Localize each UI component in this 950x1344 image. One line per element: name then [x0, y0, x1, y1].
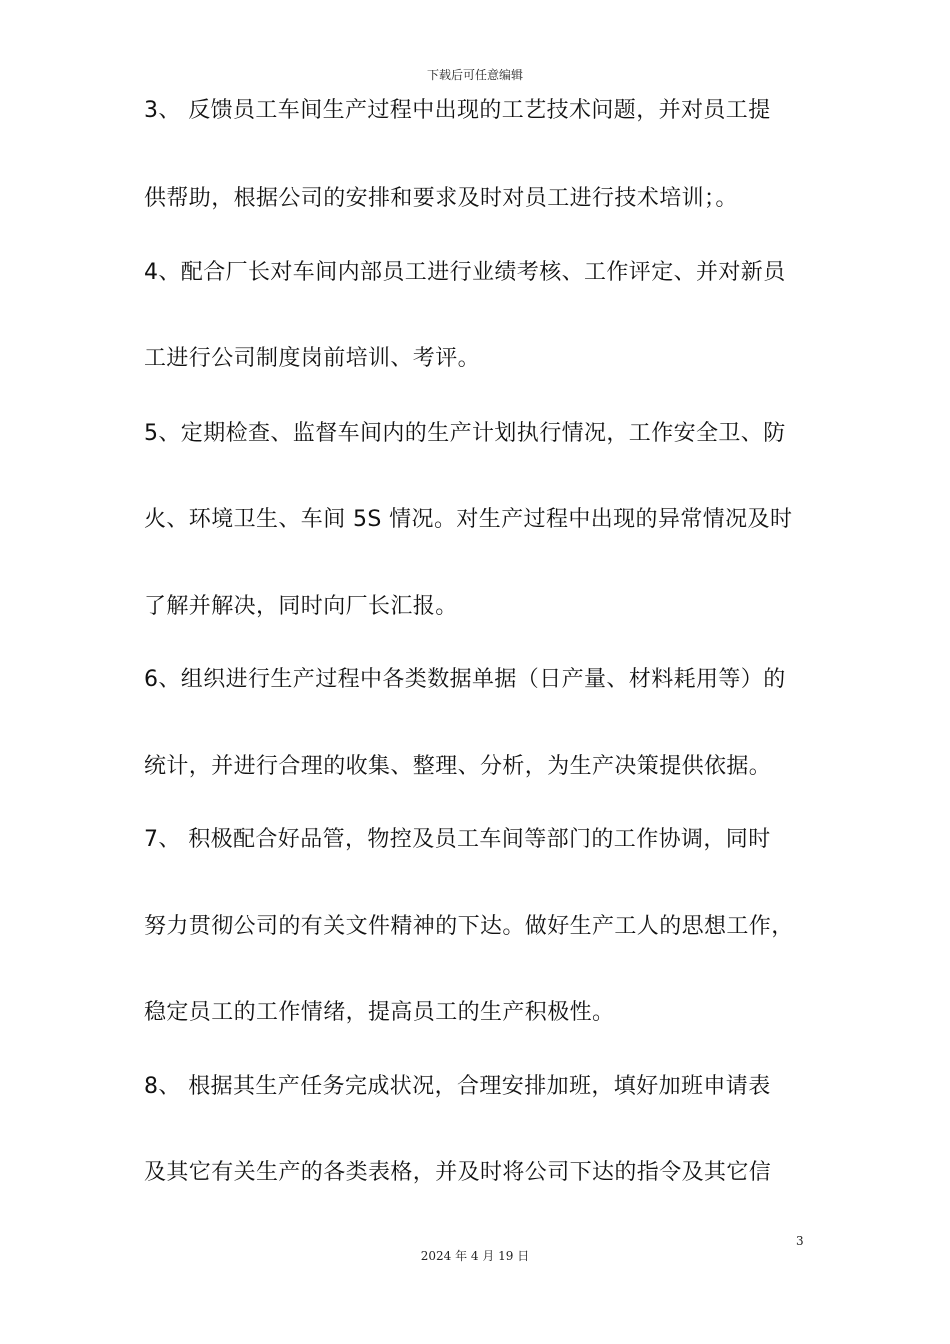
body-line: 稳定员工的工作情绪，提高员工的生产积极性。 [144, 1000, 615, 1025]
footer-date: 2024 年 4 月 19 日 [420, 1249, 530, 1263]
page-header: 下载后可任意编辑 [426, 68, 523, 82]
body-line: 8、 根据其生产任务完成状况，合理安排加班，填好加班申请表 [144, 1074, 771, 1099]
body-line: 工进行公司制度岗前培训、考评。 [144, 346, 481, 371]
page-number: 3 [796, 1234, 804, 1248]
body-line: 及其它有关生产的各类表格，并及时将公司下达的指令及其它信 [144, 1160, 772, 1185]
body-line: 5、定期检查、监督车间内的生产计划执行情况，工作安全卫、防 [144, 421, 786, 446]
body-line: 了解并解决，同时向厂长汇报。 [144, 594, 458, 619]
body-line: 努力贯彻公司的有关文件精神的下达。做好生产工人的思想工作， [144, 914, 794, 939]
body-line: 3、 反馈员工车间生产过程中出现的工艺技术问题，并对员工提 [144, 98, 771, 123]
body-line: 7、 积极配合好品管，物控及员工车间等部门的工作协调，同时 [144, 827, 771, 852]
body-line: 4、配合厂长对车间内部员工进行业绩考核、工作评定、并对新员 [144, 260, 786, 285]
body-line: 供帮助，根据公司的安排和要求及时对员工进行技术培训；。 [144, 186, 738, 211]
body-line: 6、组织进行生产过程中各类数据单据（日产量、材料耗用等）的 [144, 667, 786, 692]
body-line: 火、环境卫生、车间 5S 情况。对生产过程中出现的异常情况及时 [144, 507, 793, 532]
body-line: 统计，并进行合理的收集、整理、分析，为生产决策提供依据。 [144, 754, 772, 779]
